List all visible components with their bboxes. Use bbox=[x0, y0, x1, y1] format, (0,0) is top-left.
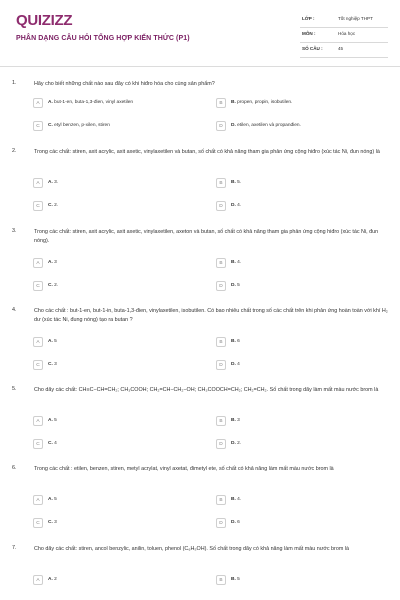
option-letter-box: B bbox=[216, 258, 226, 268]
option-label: D. bbox=[231, 123, 236, 128]
option-letter-box: A bbox=[33, 416, 43, 426]
option-letter-box: A bbox=[33, 178, 43, 188]
option-label: A. bbox=[48, 339, 53, 344]
option-label: B. bbox=[231, 260, 236, 265]
option-text: 4. bbox=[237, 497, 242, 502]
option-letter-box: C bbox=[33, 439, 43, 449]
option-letter-box: D bbox=[216, 360, 226, 370]
option-letter-box: D bbox=[216, 201, 226, 211]
option-text: 5 bbox=[54, 418, 57, 423]
question-number: 5. bbox=[12, 386, 17, 392]
question-text: Trong các chất: stiren, axit acrylic, axit axetic, vinylaxetilen, axeton và butan, số chất có khả năng tham gia phản ứng cộng hiđro (xúc tác Ni, đun nóng). bbox=[34, 229, 379, 244]
option-letter-box: C bbox=[33, 201, 43, 211]
option-text: etyl benzen, p-xilen, stiren bbox=[54, 123, 110, 128]
meta-value: Hóa học bbox=[338, 31, 356, 36]
meta-row-class bbox=[300, 13, 388, 28]
meta-row-count bbox=[300, 43, 388, 58]
worksheet-meta bbox=[300, 13, 388, 58]
quizizz-logo: QUIZIZZ bbox=[16, 12, 73, 29]
option-label: A. bbox=[48, 180, 53, 185]
option-text: 5 bbox=[54, 497, 57, 502]
option-text: 2. bbox=[237, 441, 242, 446]
option-letter-box: D bbox=[216, 281, 226, 291]
question-text: Hãy cho biết những chất nào sau đây có khi hiđro hóa cho cùng sản phẩm? bbox=[34, 81, 215, 87]
option-text: 4. bbox=[237, 260, 242, 265]
option-text: etilen, axetilen và propanđien. bbox=[237, 123, 301, 128]
option-letter-box: B bbox=[216, 337, 226, 347]
option-letter-box: D bbox=[216, 121, 226, 131]
option-text: propen, propin, isobutilen. bbox=[237, 100, 293, 105]
question-text: Trong các chất : etilen, benzen, stiren, metyl acrylat, vinyl axetat, đimetyl ete, số chất có khả năng làm mất màu nước brom là bbox=[34, 466, 334, 472]
question-text: Cho dãy các chất: stiren, ancol benzylic, anilin, toluen, phenol (C₆H₅OH). Số chất trong dãy có khả năng làm mất màu nước brom là bbox=[34, 546, 350, 552]
option-letter-box: B bbox=[216, 416, 226, 426]
question-number: 2. bbox=[12, 148, 17, 154]
option-text: 6 bbox=[237, 339, 240, 344]
option-text: 3 bbox=[54, 260, 57, 265]
meta-key: SỐ CÂU : bbox=[302, 46, 323, 51]
option-label: C. bbox=[48, 123, 53, 128]
option-text: 5 bbox=[237, 577, 240, 582]
option-label: B. bbox=[231, 418, 236, 423]
option-letter-box: C bbox=[33, 121, 43, 131]
option-label: B. bbox=[231, 180, 236, 185]
option-text: 2 bbox=[54, 577, 57, 582]
option-label: B. bbox=[231, 100, 236, 105]
option-label: C. bbox=[48, 283, 53, 288]
option-text: 6 bbox=[237, 520, 240, 525]
option-text: 3 bbox=[237, 418, 240, 423]
question-number: 1. bbox=[12, 80, 17, 86]
option-letter-box: B bbox=[216, 178, 226, 188]
option-letter-box: A bbox=[33, 495, 43, 505]
option-label: B. bbox=[231, 577, 236, 582]
option-letter-box: B bbox=[216, 98, 226, 108]
option-text: 3. bbox=[54, 180, 59, 185]
header-divider bbox=[0, 66, 400, 67]
option-label: C. bbox=[48, 520, 53, 525]
question-number: 6. bbox=[12, 465, 17, 471]
option-text: 3 bbox=[54, 520, 57, 525]
option-label: B. bbox=[231, 497, 236, 502]
option-letter-box: A bbox=[33, 98, 43, 108]
option-letter-box: C bbox=[33, 281, 43, 291]
option-letter-box: D bbox=[216, 439, 226, 449]
question-text: Cho dãy các chất: CH≡C−CH=CH₂; CH₃COOH; CH₂=CH−CH₂−OH; CH₃COOCH=CH₂; CH₂=CH₂. Số chất trong dãy làm mất màu nước brom là bbox=[34, 387, 379, 393]
option-label: C. bbox=[48, 441, 53, 446]
option-text: 4 bbox=[237, 362, 240, 367]
option-letter-box: B bbox=[216, 575, 226, 585]
option-letter-box: D bbox=[216, 518, 226, 528]
question-text: Cho các chất : but-1-en, but-1-in, buta-1,3-đien, vinylaxetilen, isobutilen. Có bao nhiêu chất trong số các chất trên khi phản ứng hoàn toàn với khí H₂ dư (xúc tác Ni, đung nóng) tạo ra butan ? bbox=[34, 308, 388, 323]
option-text: 5 bbox=[54, 339, 57, 344]
option-label: D. bbox=[231, 283, 236, 288]
question-number: 4. bbox=[12, 307, 17, 313]
option-text: 3 bbox=[54, 362, 57, 367]
option-letter-box: B bbox=[216, 495, 226, 505]
option-label: A. bbox=[48, 577, 53, 582]
option-text: 5 bbox=[237, 283, 240, 288]
option-letter-box: A bbox=[33, 575, 43, 585]
option-letter-box: C bbox=[33, 360, 43, 370]
option-label: A. bbox=[48, 100, 53, 105]
option-label: D. bbox=[231, 441, 236, 446]
meta-row-subject bbox=[300, 28, 388, 43]
option-label: C. bbox=[48, 203, 53, 208]
option-label: A. bbox=[48, 260, 53, 265]
option-letter-box: A bbox=[33, 258, 43, 268]
option-label: A. bbox=[48, 497, 53, 502]
worksheet-header bbox=[0, 0, 400, 68]
meta-value: Tốt nghiệp THPT bbox=[338, 16, 373, 21]
option-text: 2. bbox=[54, 203, 59, 208]
option-text: 4. bbox=[237, 203, 242, 208]
document-title: PHÂN DẠNG CÂU HỎI TỔNG HỢP KIẾN THỨC (P1) bbox=[16, 35, 190, 42]
option-label: D. bbox=[231, 203, 236, 208]
option-label: D. bbox=[231, 362, 236, 367]
option-label: A. bbox=[48, 418, 53, 423]
option-label: B. bbox=[231, 339, 236, 344]
option-text: 4 bbox=[54, 441, 57, 446]
question-number: 3. bbox=[12, 228, 17, 234]
option-letter-box: C bbox=[33, 518, 43, 528]
meta-key: MÔN : bbox=[302, 31, 316, 36]
option-text: 5. bbox=[237, 180, 242, 185]
option-text: 2. bbox=[54, 283, 59, 288]
option-label: D. bbox=[231, 520, 236, 525]
question-text: Trong các chất: stiren, axit acrylic, axit axetic, vinylaxetilen và butan, số chất có khả năng tham gia phản ứng cộng hiđro (xúc tác Ni, đun nóng) là bbox=[34, 149, 380, 155]
option-label: C. bbox=[48, 362, 53, 367]
option-text: but-1-en, buta-1,3-đien, vinyl axetilen bbox=[54, 100, 134, 105]
option-letter-box: A bbox=[33, 337, 43, 347]
meta-key: LỚP : bbox=[302, 16, 315, 21]
question-number: 7. bbox=[12, 545, 17, 551]
meta-value: 45 bbox=[338, 46, 344, 51]
